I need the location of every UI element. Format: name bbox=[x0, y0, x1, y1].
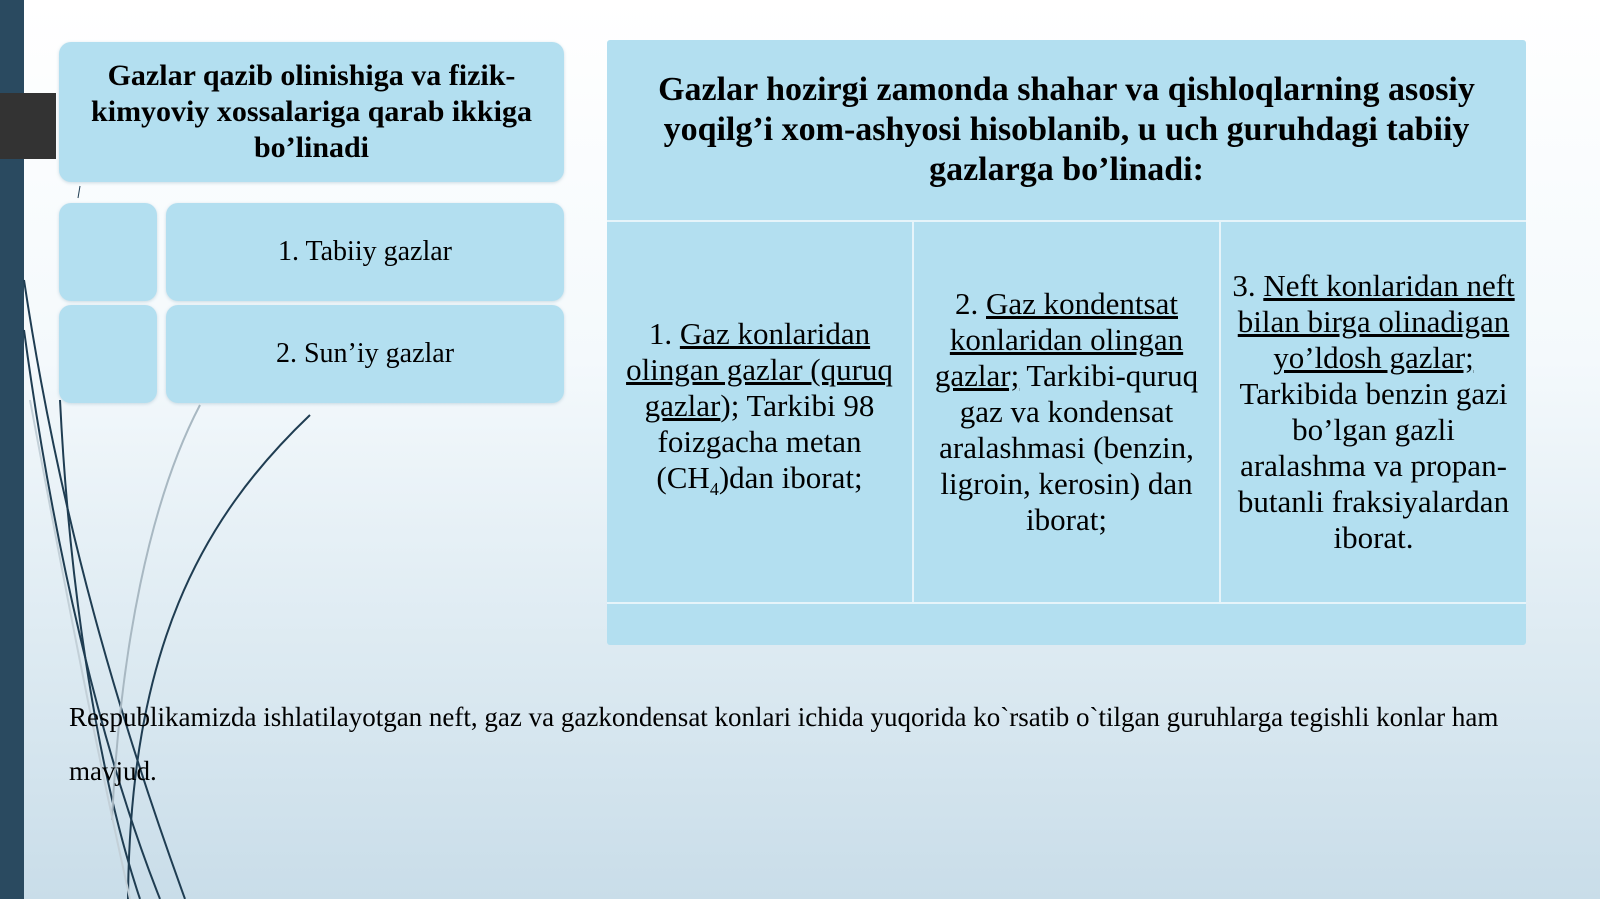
table-divider bbox=[607, 602, 1526, 604]
cell-text: Tarkibi-quruq gaz va kondensat aralashmasi (benzin, ligroin, kerosin) dan iborat; bbox=[939, 358, 1199, 537]
cell-text: Tarkibida benzin gazi bo’lgan gazli aralashma va propan-butanli fraksiyalardan iborat. bbox=[1237, 376, 1510, 555]
list-bullet-box bbox=[59, 203, 157, 301]
table-cell-group-2 bbox=[914, 222, 1219, 602]
table-cell-group-1 bbox=[607, 222, 912, 602]
classification-header bbox=[59, 42, 564, 182]
list-item-natural-gases bbox=[166, 203, 564, 301]
list-item-label: 2. Sun’iy gazlar bbox=[275, 338, 455, 369]
table-header bbox=[607, 40, 1526, 220]
cell-number: 3. bbox=[1232, 268, 1264, 303]
cell-number: 2. bbox=[955, 286, 987, 321]
subscript-4: 4 bbox=[709, 479, 719, 500]
cell-text: ); Tarkibi 98 foizgacha metan (CH bbox=[656, 388, 875, 496]
cell-text: )dan iborat; bbox=[718, 460, 863, 496]
gas-groups-table bbox=[607, 40, 1526, 645]
classification-header-text: Gazlar qazib olinishiga va fizik-kimyoviy xossalariga qarab ikkiga bo’linadi bbox=[91, 59, 532, 164]
cell-underlined-text: Gaz konlaridan olingan gazlar (quruq gazlar bbox=[626, 316, 893, 424]
summary-paragraph: Respublikamizda ishlatilayotgan neft, gaz va gazkondensat konlari ichida yuqorida ko`rsatib o`tilgan guruhlarga tegishli konlar ham mavjud. bbox=[69, 702, 1499, 786]
cell-underlined-text: Gaz kondentsat konlaridan olingan gazlar; bbox=[934, 286, 1184, 393]
table-cell-group-3 bbox=[1221, 222, 1526, 602]
list-item-label: 1. Tabiiy gazlar bbox=[277, 236, 452, 267]
list-bullet-box bbox=[59, 305, 157, 403]
table-header-text: Gazlar hozirgi zamonda shahar va qishloqlarning asosiy yoqilg’i xom-ashyosi hisoblanib, u uch guruhdagi tabiiy gazlarga bo’linadi: bbox=[658, 71, 1475, 188]
list-item-artificial-gases bbox=[166, 305, 564, 403]
cell-number: 1. bbox=[648, 316, 680, 352]
cell-underlined-text: Neft konlaridan neft bilan birga olinadigan yo’ldosh gazlar; bbox=[1237, 268, 1515, 375]
